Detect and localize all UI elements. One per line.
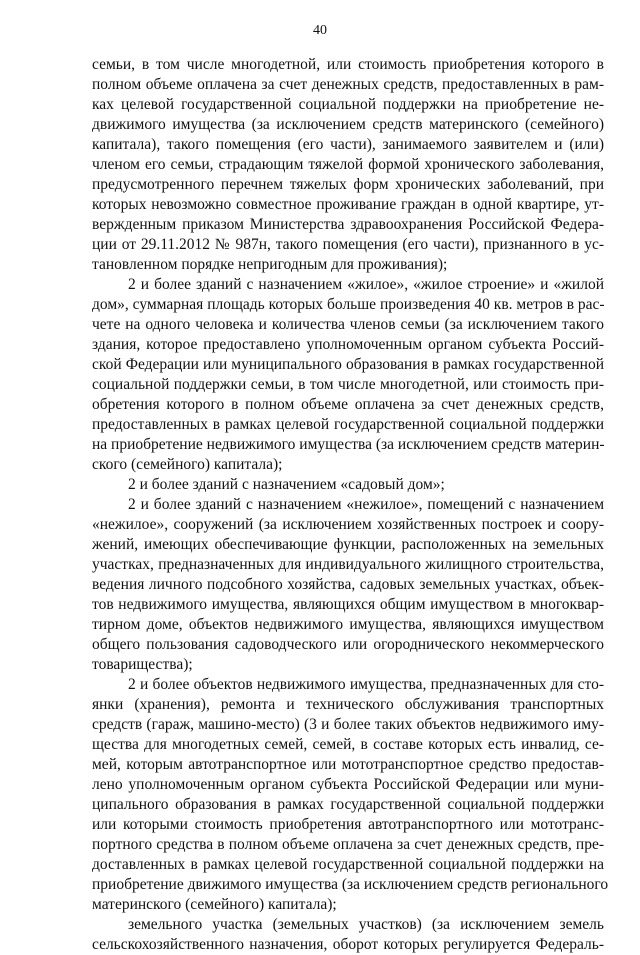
text-line: портного средства в полном объеме оплачена за счет денежных средств, пре- xyxy=(92,836,604,853)
paragraph-first-line: 2 и более зданий с назначением «нежилое», помещений с назначением xyxy=(128,496,604,513)
text-line: общего пользования садоводческого или огороднического некоммерческого xyxy=(92,636,604,653)
paragraph-first-line: 2 и более зданий с назначением «садовый дом»; xyxy=(128,476,445,493)
text-line: капитала), такого помещения (его части), занимаемого заявителем и (или) xyxy=(92,136,604,153)
text-line: мей, которым автотранспортное или мототранспортное средство предостав- xyxy=(92,756,604,773)
text-line: социальной поддержки семьи, в том числе многодетной, или стоимость при- xyxy=(92,376,604,393)
text-line: янки (хранения), ремонта и технического обслуживания транспортных xyxy=(92,696,604,713)
page-number: 40 xyxy=(313,23,327,38)
text-line: полном объеме оплачена за счет денежных средств, предоставленных в рам- xyxy=(92,76,604,93)
text-line: ципального образования в рамках государственной социальной поддержки xyxy=(92,796,604,813)
paragraph-first-line: 2 и более объектов недвижимого имущества, предназначенных для сто- xyxy=(128,676,604,693)
document-body xyxy=(92,55,609,955)
text-line: ского (семейного) капитала); xyxy=(92,456,283,473)
text-line: вержденным приказом Министерства здравоохранения Российской Федера- xyxy=(92,216,604,233)
text-line: щества для многодетных семей, семей, в составе которых есть инвалид, се- xyxy=(92,736,604,753)
text-line: движимого имущества (за исключением средств материнского (семейного) xyxy=(92,116,604,133)
text-line: тов недвижимого имущества, являющихся общим имуществом в многоквар- xyxy=(92,596,604,613)
text-line: приобретение движимого имущества (за исключением средств регионального xyxy=(92,876,609,893)
text-line: жений, имеющих обеспечивающие функции, расположенных на земельных xyxy=(92,536,604,553)
text-line: участках, предназначенных для индивидуального жилищного строительства, xyxy=(92,556,604,573)
text-line: ской Федерации или муниципального образования в рамках государственной xyxy=(92,356,604,373)
text-line: которых невозможно совместное проживание граждан в одной квартире, ут- xyxy=(92,196,604,213)
text-line: ведения личного подсобного хозяйства, садовых земельных участках, объек- xyxy=(92,576,604,593)
text-line: доставленных в рамках целевой государственной социальной поддержки на xyxy=(92,856,604,873)
text-line: членом его семьи, страдающим тяжелой формой хронического заболевания, xyxy=(92,156,604,173)
text-line: сельскохозяйственного назначения, оборот которых регулируется Федераль- xyxy=(92,936,604,953)
text-line: предусмотренного перечнем тяжелых форм хронических заболеваний, при xyxy=(92,176,604,193)
text-line: дом», суммарная площадь которых больше произведения 40 кв. метров в рас- xyxy=(92,296,605,313)
text-line: чете на одного человека и количества членов семьи (за исключением такого xyxy=(92,316,604,333)
text-line: материнского (семейного) капитала); xyxy=(92,896,337,913)
paragraph-first-line: земельного участка (земельных участков) (за исключением земель xyxy=(128,916,604,933)
text-line: на приобретение недвижимого имущества (за исключением средств материн- xyxy=(92,436,605,453)
text-line: семьи, в том числе многодетной, или стоимость приобретения которого в xyxy=(92,56,604,73)
paragraph-first-line: 2 и более зданий с назначением «жилое», «жилое строение» и «жилой xyxy=(128,276,604,293)
text-line: ции от 29.11.2012 № 987н, такого помещения (его части), признанного в ус- xyxy=(92,236,604,253)
text-line: тановленном порядке непригодным для проживания); xyxy=(92,256,448,273)
text-line: «нежилое», сооружений (за исключением хозяйственных построек и соору- xyxy=(92,516,604,533)
text-line: лено уполномоченным органом субъекта Российской Федерации или муни- xyxy=(92,776,604,793)
text-line: здания, которое предоставлено уполномоченным органом субъекта Россий- xyxy=(92,336,604,353)
text-line: предоставленных в рамках целевой государственной социальной поддержки xyxy=(92,416,604,433)
text-line: тирном доме, объектов недвижимого имущества, являющихся имуществом xyxy=(92,616,604,633)
text-line: ках целевой государственной социальной поддержки на приобретение не- xyxy=(92,96,604,113)
text-line: товарищества); xyxy=(92,656,193,673)
text-line: обретения которого в полном объеме оплачена за счет денежных средств, xyxy=(92,396,604,413)
text-line: или которыми стоимость приобретения автотранспортного или мототранс- xyxy=(92,816,604,833)
text-line: средств (гараж, машино-место) (3 и более таких объектов недвижимого иму- xyxy=(92,716,604,733)
